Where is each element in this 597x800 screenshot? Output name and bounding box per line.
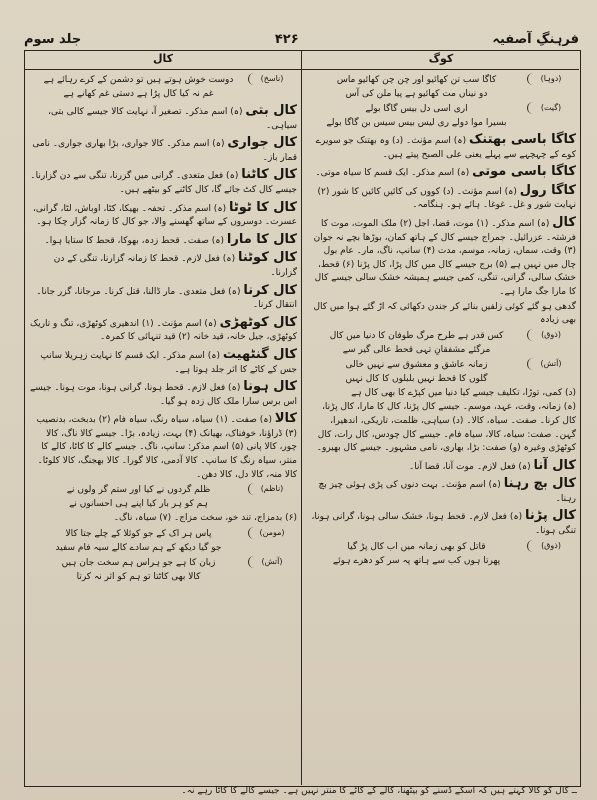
verse-lines [29,527,248,555]
dictionary-entry [306,301,576,328]
entry-definition: (ہ) فعل لازم۔ قحط ہونا، خشک سالی ہونا، گرانی ہونا، تنگی ہونا۔ [311,512,576,537]
heading-rule [24,69,579,70]
dictionary-entry [306,214,576,300]
entry-definition: (ہ) اسم مذکر۔ ایک قسم کا سیاہ موتی۔ [315,168,470,179]
entry-definition: (ہ) فعل لازم۔ قحط کا زمانہ گزارنا، تنگی کے دن گزارنا۔ [53,254,297,278]
entry-definition: گدھی ہو گئے کوئی زلفیں بنائے کر جندن دکھائی کہ اڑ گئے ہوا میں کال بھی زیادہ [313,301,576,326]
verse-block [29,73,297,101]
verse-line: جو گیا دیکھ کے ہم سادے کالے سیہ فام سفید [55,542,222,553]
dictionary-entry [29,199,297,230]
verse-line: زمانہ عاشق و معشوق سے نہیں خالی [345,359,488,370]
poet-name: (ناظم) [248,483,295,495]
entry-headword: کال کرنا [243,282,297,298]
dictionary-entry [306,457,576,475]
dictionary-entry [306,401,576,455]
verse-lines [29,556,248,584]
entry-definition: (ہ) فعل متعدی۔ مار ڈالنا، قتل کرنا۔ مرجانا، گزر جانا۔ انتقال کرنا۔ [36,286,297,311]
verse-line: ظلم گردوں نے کیا اور ستم گر ولوں نے [66,485,211,496]
entry-headword: کالا [274,411,297,427]
verse-line: کس قدر ہے طرح مرگ طوفان کا دنیا میں کال [329,330,504,341]
page-header [24,28,579,50]
verse-line: ہم کو ہر بار کیا اپنے ہی احسانوں نے [69,499,208,510]
left-column-heading: کال [152,52,174,65]
poet-name: (ناسخ) [248,73,295,85]
entry-definition: (ہ) فعل لازم۔ قحط ہونا، گرانی ہونا، موت ہونا۔ جیسے اس برس سارا ملک کال زدہ ہو گیا۔ [29,383,297,407]
verse-lines [306,329,527,357]
verse-line: بسیرا موا دولے ری لیس بیس سیس بن گاگا بولے [326,118,507,128]
poet-name: (آتش) [248,556,295,568]
verse-line: غم نہ کیا کال پڑا ہے دستی غم کھانے ہے [63,89,214,99]
dictionary-entry [29,249,297,280]
verse-block [29,483,297,511]
dictionary-entry [306,182,576,213]
dictionary-entry [29,134,297,165]
entry-headword: کال پڑنا [525,508,576,524]
entry-headword: کال کا مارا [226,231,297,247]
verse-line: کالا بھی کاٹتا تو ہم کو اثر نہ کرتا [76,571,201,582]
verse-block [306,358,576,386]
entry-headword: کال کوٹھڑی [219,314,297,330]
entry-definition: (ہ) اسم مذکر۔ کالا جواری، بڑا بھاری جواری۔ نامی قمار باز۔ [32,139,297,163]
right-column [306,72,576,780]
poet-name: (ذوق) [527,329,574,341]
poet-name: (دوہا) [527,73,574,85]
verse-block [306,540,576,568]
column-divider [301,50,302,785]
poet-name: (مومن) [248,527,295,539]
right-column-heading: کوگ [428,52,454,65]
left-column [29,72,297,780]
dictionary-entry [306,387,576,401]
verse-block [29,556,297,584]
entry-definition: (ہ) اسم مذکر۔ (۱) موت، قضا، اجل (۲) ملک الموت، موت کا فرشتہ۔ عزرائیل۔ جمراج جیسے کال کے ہاتھ کمان، بوڑھا بچے نہ جوان (۳) وقت، سماں، زمانہ، موسم، مدت (۴) سانپ، ناگ، مار۔ عام بول چال میں نہیں ہے (۵) برج جیسے کال میں کال پڑا، کال پڑنا (۶) قحط، خشک سالی، گرانی، تنگی، کمی جیسے ہمیشہ خشک سالی جیسے کال کا مارا جگ مارا ہے۔ [313,218,576,297]
verse-line: دوست خوش ہوتے ہیں تو دشمن کے کرے رہائے ہے [43,75,234,85]
verse-line: دو نیناں مت کھائیو ہے پیا ملن کی آس [345,89,488,99]
entry-definition: (ہ) فعل لازم۔ موت آنا، قضا آنا۔ [408,461,531,472]
entry-headword: کال کوٹنا [237,250,297,266]
dictionary-entry [29,231,297,249]
poet-name: (آتش) [527,358,574,370]
entry-headword: کال کا ٹوٹا [228,199,297,215]
verse-block [29,527,297,555]
entry-definition: (ہ) فعل متعدی۔ گرانی میں گزرنا، تنگی سے دن گزارنا۔ جیسے کال کٹ جائے گا، کال کاٹنے کو بیٹھے ہیں۔ [30,171,297,195]
verse-lines [29,73,248,101]
entry-definition: (ہ) اسم مذکر۔ تحفہ۔ بھیکا، کٹا، اوباش، لٹا، گرانی، عسرت۔ دوسروں کے ساتھ گھسنے والا، جو کال کا زمانہ گزار چکا ہو۔ [33,203,297,228]
verse-lines [306,102,527,130]
entry-headword: کاگا باسی بھتنک [468,132,576,147]
entry-definition: (ہ) صفت۔ (۱) سیاہ، سیاہ رنگ، سیاہ فام (۲) بدبخت، بدنصیب (۳) ڈراؤنا، خوفناک، بھیانک (۴) بہت، زیادہ، بڑا۔ جیسے کالا ناگ، کالا چور، کالا پانی (۵) اسم مذکر: سانپ، ناگ۔ جیسے کالے کا کاٹا، کالے کا منتر، سیاہ رنگ کا سانپ۔ کالا آدمی، کالا گورا۔ کالا بھجنگ، کالا کلوٹا۔ کالا منہ، کالا دل، کالا دھن۔ [36,415,297,480]
dictionary-entry [29,314,297,345]
verse-line: پاس ہر اک کے جو کوئلا کے چلے جتا کالا [65,528,212,539]
entry-headword: کال جواری [227,135,297,151]
entry-definition: (د) کمی، توڑا، تکلیف جیسے کیا دنیا میں کپڑے کا بھی کال ہے [351,387,576,398]
verse-block [306,102,576,130]
entry-headword: کال گنٹھیت [222,346,297,362]
entry-headword: کال بچ رہنا [503,476,576,492]
entry-headword: کاگا رول [519,182,576,198]
entry-headword: کال [552,214,576,230]
verse-line: اری اسی دل بیس گاگا بولے [365,104,468,114]
dictionary-entry [306,163,576,181]
entry-definition: (۶) بدمزاج، تند خو، سخت مزاج۔ (۷) سیاہ، ناگ۔ [113,513,297,524]
entry-definition: (ہ) زمانہ، وقت، عہد، موسم۔ جیسے کال پڑنا، کال کا مارا، کال پڑنا، کال کرنا۔ صفت۔ سیاہ، کالا۔ (د) سیاہی، ظلمت، تاریکی، اندھیرا، گہن۔ صفت: سیاہ، کالا، سیاہ فام۔ جیسے کال چودس، کال رات، کال کوٹھڑی وغیرہ (و) صفت: بڑا، بھاری، نامی مشہور۔ جیسے کال بھیرو۔ [316,402,576,454]
entry-definition: (ہ) اسم مذکر۔ تصغیر آ، نہایت کالا جیسے کالی بتی، سیاہی۔ [48,107,297,131]
entry-definition: (ہ) صفت۔ قحط زدہ، بھوکا، قحط کا ستایا ہوا۔ [44,235,225,246]
verse-line: کاگا سب تن کھائیو اور چن چن کھائیو ماس [336,75,497,85]
dictionary-entry [29,282,297,313]
dictionary-entry [29,346,297,377]
book-title: فرہنگِ آصفیہ [492,31,579,47]
verse-line: مرگئے مشفقانِ تہی قحط عالی گیر سے [342,344,491,355]
dictionary-entry [29,410,297,482]
verse-line: زبان کا ہے جو ہراس ہم سخت جان ہیں [61,557,216,568]
dictionary-entry [306,507,576,538]
entry-headword: کال کاٹنا [241,167,297,183]
verse-line: پھرتا ہوں کب سے ہاتھ پہ سر کو دھرے ہوئے [332,555,501,566]
page-number: ۴۲۶ [274,31,299,47]
entry-definition: (ہ) اسم مؤنث۔ بہت دنوں کی پڑی ہوئی چیز بچ رہنا۔ [318,480,576,504]
verse-block [306,329,576,357]
entry-headword: کاگا باسی موتی [472,164,576,180]
entry-headword: کال ہونا [243,379,297,395]
dictionary-entry [306,131,576,162]
verse-lines [29,483,248,511]
verse-line: قاتل کو بھی زمانہ میں اب کال پڑ گیا [347,541,486,552]
verse-lines [306,358,527,386]
verse-lines [306,540,527,568]
entry-headword: کال آنا [533,457,576,473]
page-footer: ــ کال کو کالا کہتے ہیں کہ اسکے ڈسنے کو بیٹھنا، کالے کے کاٹے کا منتر نہیں ہے۔ جیسے کالے کا کاٹا رہے نہ۔ [181,786,577,796]
poet-name: (گیت) [527,102,574,114]
dictionary-entry [29,102,297,133]
entry-definition: (ہ) اسم مؤنث۔ (۱) اندھیری کوٹھڑی، تنگ و تاریک کوٹھڑی، جیل خانہ، قید خانہ (۲) قید تنہائی کا کمرہ۔ [30,318,297,343]
verse-block [306,73,576,101]
entry-headword: کال بتی [245,103,297,118]
entry-definition: (ہ) اسم مؤنث۔ (د) وہ بھتنک جو سویرے کوے کے چہچہے سے پہلے یعنی علی الصبح پیتے ہیں۔ [315,136,576,160]
volume-label: جلد سوم [24,31,82,47]
dictionary-entry [29,378,297,409]
dictionary-entry [29,512,297,526]
poet-name: (ذوق) [527,540,574,552]
verse-lines [306,73,527,101]
dictionary-entry [306,475,576,506]
verse-line: گلوں کا قحط نہیں بلبلوں کا کال نہیں [345,373,488,384]
entry-definition: (ہ) اسم مذکر۔ ایک قسم کا نہایت زہریلا سانپ جس کے کاٹے کا اثر جلد ہوتا ہے۔ [40,350,297,375]
dictionary-entry [29,166,297,197]
entry-definition: (ہ) اسم مؤنث۔ (د) کووں کی کائیں کائیں کا شور (۲) نہایت شور و غل۔ غوغا۔ ہائے ہو۔ ہنگامہ۔ [317,186,576,211]
